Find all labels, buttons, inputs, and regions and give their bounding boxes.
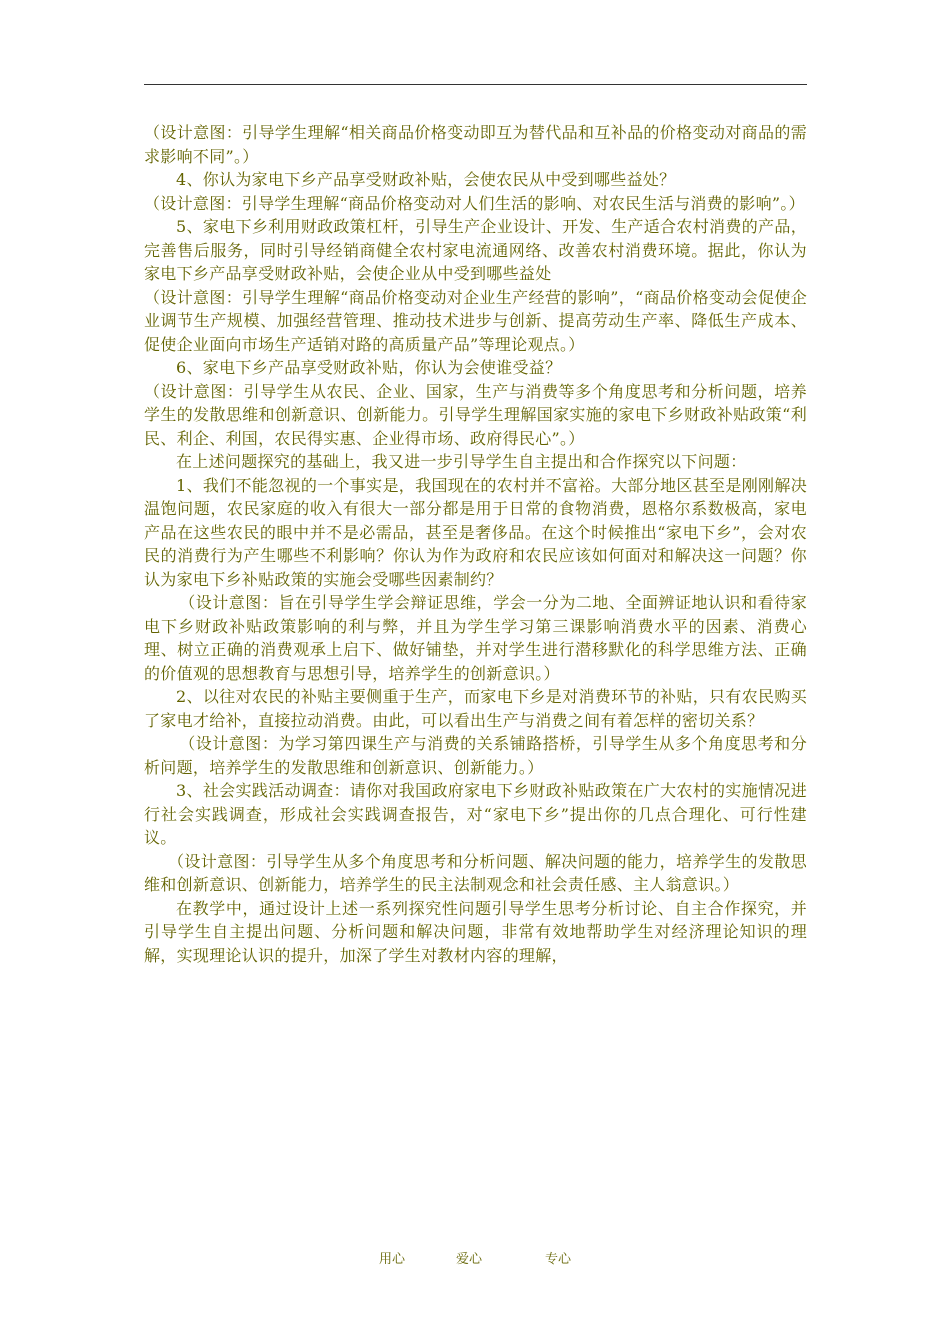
header-rule <box>144 84 807 85</box>
document-body <box>144 121 807 967</box>
paragraph: 2、以往对农民的补贴主要侧重于生产，而家电下乡是对消费环节的补贴，只有农民购买了家电才给补，直接拉动消费。由此，可以看出生产与消费之间有着怎样的密切关系？ <box>144 687 807 730</box>
paragraph: 5、家电下乡利用财政政策杠杆，引导生产企业设计、开发、生产适合农村消费的产品，完善售后服务，同时引导经销商健全农村家电流通网络、改善农村消费环境。据此，你认为家电下乡产品享受财政补贴，会使企业从中受到哪些益处 <box>144 217 807 283</box>
paragraph: 在教学中，通过设计上述一系列探究性问题引导学生思考分析讨论、自主合作探究，并引导学生自主提出问题、分析问题和解决问题，非常有效地帮助学生对经济理论知识的理解，实现理论认识的提升，加深了学生对教材内容的理解， <box>144 898 807 965</box>
paragraph: （设计意图：旨在引导学生学会辩证思维，学会一分为二地、全面辨证地认识和看待家电下乡财政补贴政策影响的利与弊，并且为学生学习第三课影响消费水平的因素、消费心理、树立正确的消费观承上启下、做好铺垫，并对学生进行潜移默化的科学思维方法、正确的价值观的思想教育与思想引导，培养学生的创新意识。） <box>144 593 807 683</box>
paragraph: 1、我们不能忽视的一个事实是，我国现在的农村并不富裕。大部分地区甚至是刚刚解决温饱问题，农民家庭的收入有很大一部分都是用于日常的食物消费，恩格尔系数极高，家电产品在这些农民的眼中并不是必需品，甚至是奢侈品。在这个时候推出“家电下乡”，会对农民的消费行为产生哪些不利影响？你认为作为政府和农民应该如何面对和解决这一问题？你认为家电下乡补贴政策的实施会受哪些因素制约？ <box>144 475 807 589</box>
footer-zhuanxin: 专心 <box>545 1252 572 1267</box>
paragraph: （设计意图：引导学生理解“商品价格变动对企业生产经营的影响”，“商品价格变动会促使企业调节生产规模、加强经营管理、推动技术进步与创新、提高劳动生产率、降低生产成本、促使企业面向市场生产适销对路的高质量产品”等理论观点。） <box>144 287 807 354</box>
paragraph: 在上述问题探究的基础上，我又进一步引导学生自主提出和合作探究以下问题： <box>176 452 747 471</box>
paragraph: （设计意图：引导学生理解“相关商品价格变动即互为替代品和互补品的价格变动对商品的需求影响不同”。） <box>144 123 807 166</box>
paragraph: 6、家电下乡产品享受财政补贴，你认为会使谁受益？ <box>176 358 562 377</box>
paragraph: （设计意图：为学习第四课生产与消费的关系铺路搭桥，引导学生从多个角度思考和分析问题，培养学生的发散思维和创新意识、创新能力。） <box>144 734 807 777</box>
footer-aixin: 爱心 <box>456 1252 483 1267</box>
paragraph: （设计意图：引导学生理解“商品价格变动对人们生活的影响、对农民生活与消费的影响”。） <box>144 193 805 213</box>
paragraph: 4、你认为家电下乡产品享受财政补贴，会使农民从中受到哪些益处？ <box>176 170 676 189</box>
footer-yongxin: 用心 <box>379 1252 406 1267</box>
paragraph: （设计意图：引导学生从农民、企业、国家，生产与消费等多个角度思考和分析问题，培养学生的发散思维和创新意识、创新能力。引导学生理解国家实施的家电下乡财政补贴政策“利民、利企、利国，农民得实惠、企业得市场、政府得民心”。） <box>144 381 807 448</box>
paragraph: 3、社会实践活动调查：请你对我国政府家电下乡财政补贴政策在广大农村的实施情况进行社会实践调查，形成社会实践调查报告，对“家电下乡”提出你的几点合理化、可行性建议。 <box>144 781 807 847</box>
paragraph: （设计意图：引导学生从多个角度思考和分析问题、解决问题的能力，培养学生的发散思维和创新意识、创新能力，培养学生的民主法制观念和社会责任感、主人翁意识。） <box>144 851 807 894</box>
